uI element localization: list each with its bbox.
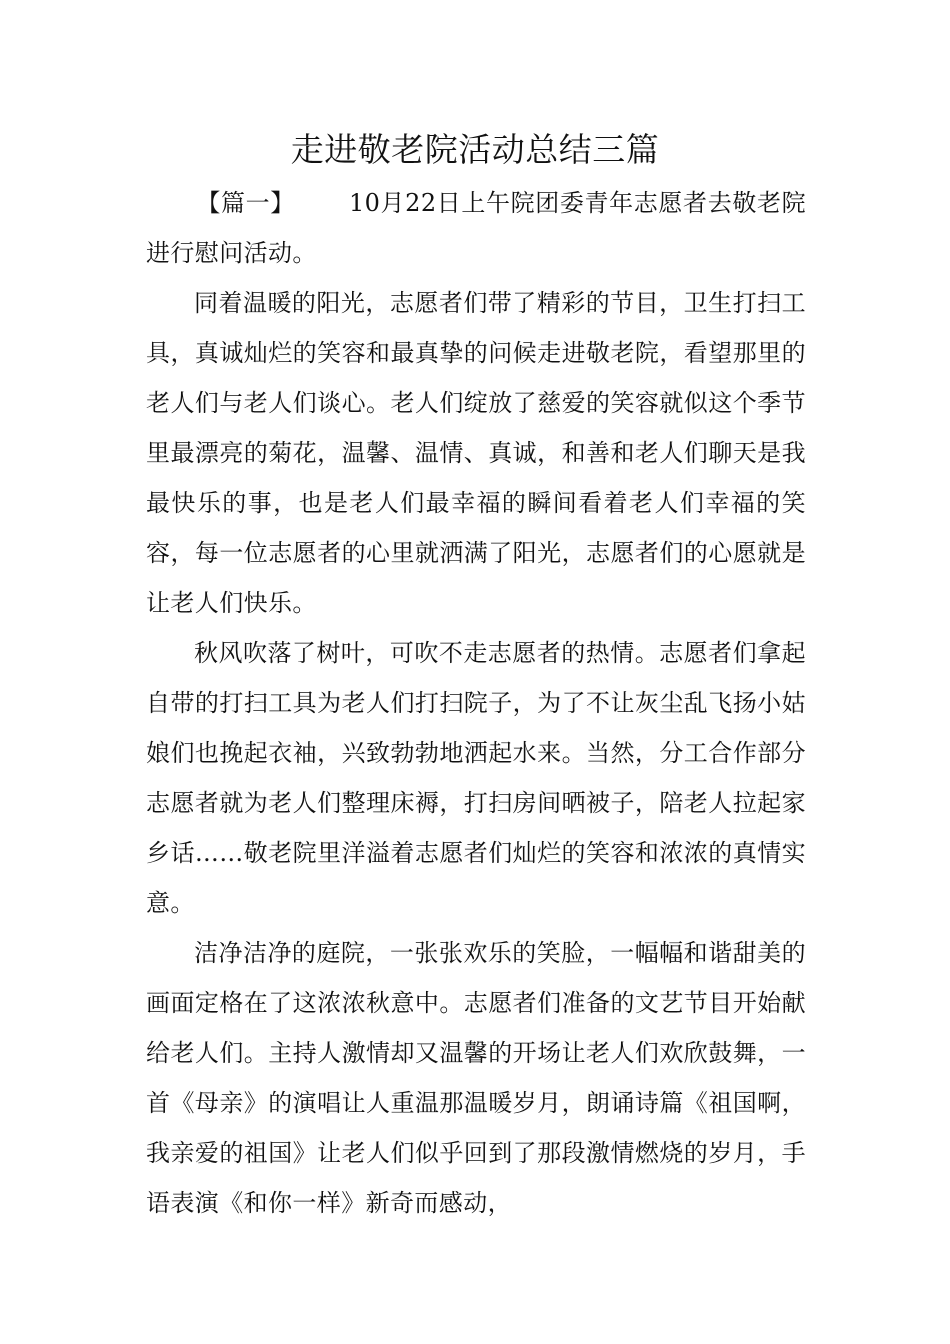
section-label: 【篇一】 <box>196 189 295 217</box>
paragraph-1-text: 10月22日上午院团委青年志愿者去敬老院进行慰问活动。 <box>146 189 806 267</box>
paragraph-4: 洁净洁净的庭院，一张张欢乐的笑脸，一幅幅和谐甜美的画面定格在了这浓浓秋意中。志愿者们准备的文艺节目开始献给老人们。主持人激情却又温馨的开场让老人们欢欣鼓舞，一首《母亲》的演唱让人重温那温暖岁月，朗诵诗篇《祖国啊，我亲爱的祖国》让老人们似乎回到了那段激情燃烧的岁月，手语表演《和你一样》新奇而感动， <box>146 939 806 1217</box>
document-title: 走进敬老院活动总结三篇 <box>290 130 660 169</box>
paragraph-3: 秋风吹落了树叶，可吹不走志愿者的热情。志愿者们拿起自带的打扫工具为老人们打扫院子，为了不让灰尘乱飞扬小姑娘们也挽起衣袖，兴致勃勃地洒起水来。当然，分工合作部分志愿者就为老人们整理床褥，打扫房间晒被子，陪老人拉起家乡话……敬老院里洋溢着志愿者们灿烂的笑容和浓浓的真情实意。 <box>146 639 806 917</box>
document-body <box>146 178 806 1228</box>
paragraph-2: 同着温暖的阳光，志愿者们带了精彩的节目，卫生打扫工具，真诚灿烂的笑容和最真挚的问候走进敬老院，看望那里的老人们与老人们谈心。老人们绽放了慈爱的笑容就似这个季节里最漂亮的菊花，温馨、温情、真诚，和善和老人们聊天是我最快乐的事，也是老人们最幸福的瞬间看着老人们幸福的笑容，每一位志愿者的心里就洒满了阳光，志愿者们的心愿就是让老人们快乐。 <box>146 289 806 617</box>
paragraph-1 <box>146 178 806 278</box>
